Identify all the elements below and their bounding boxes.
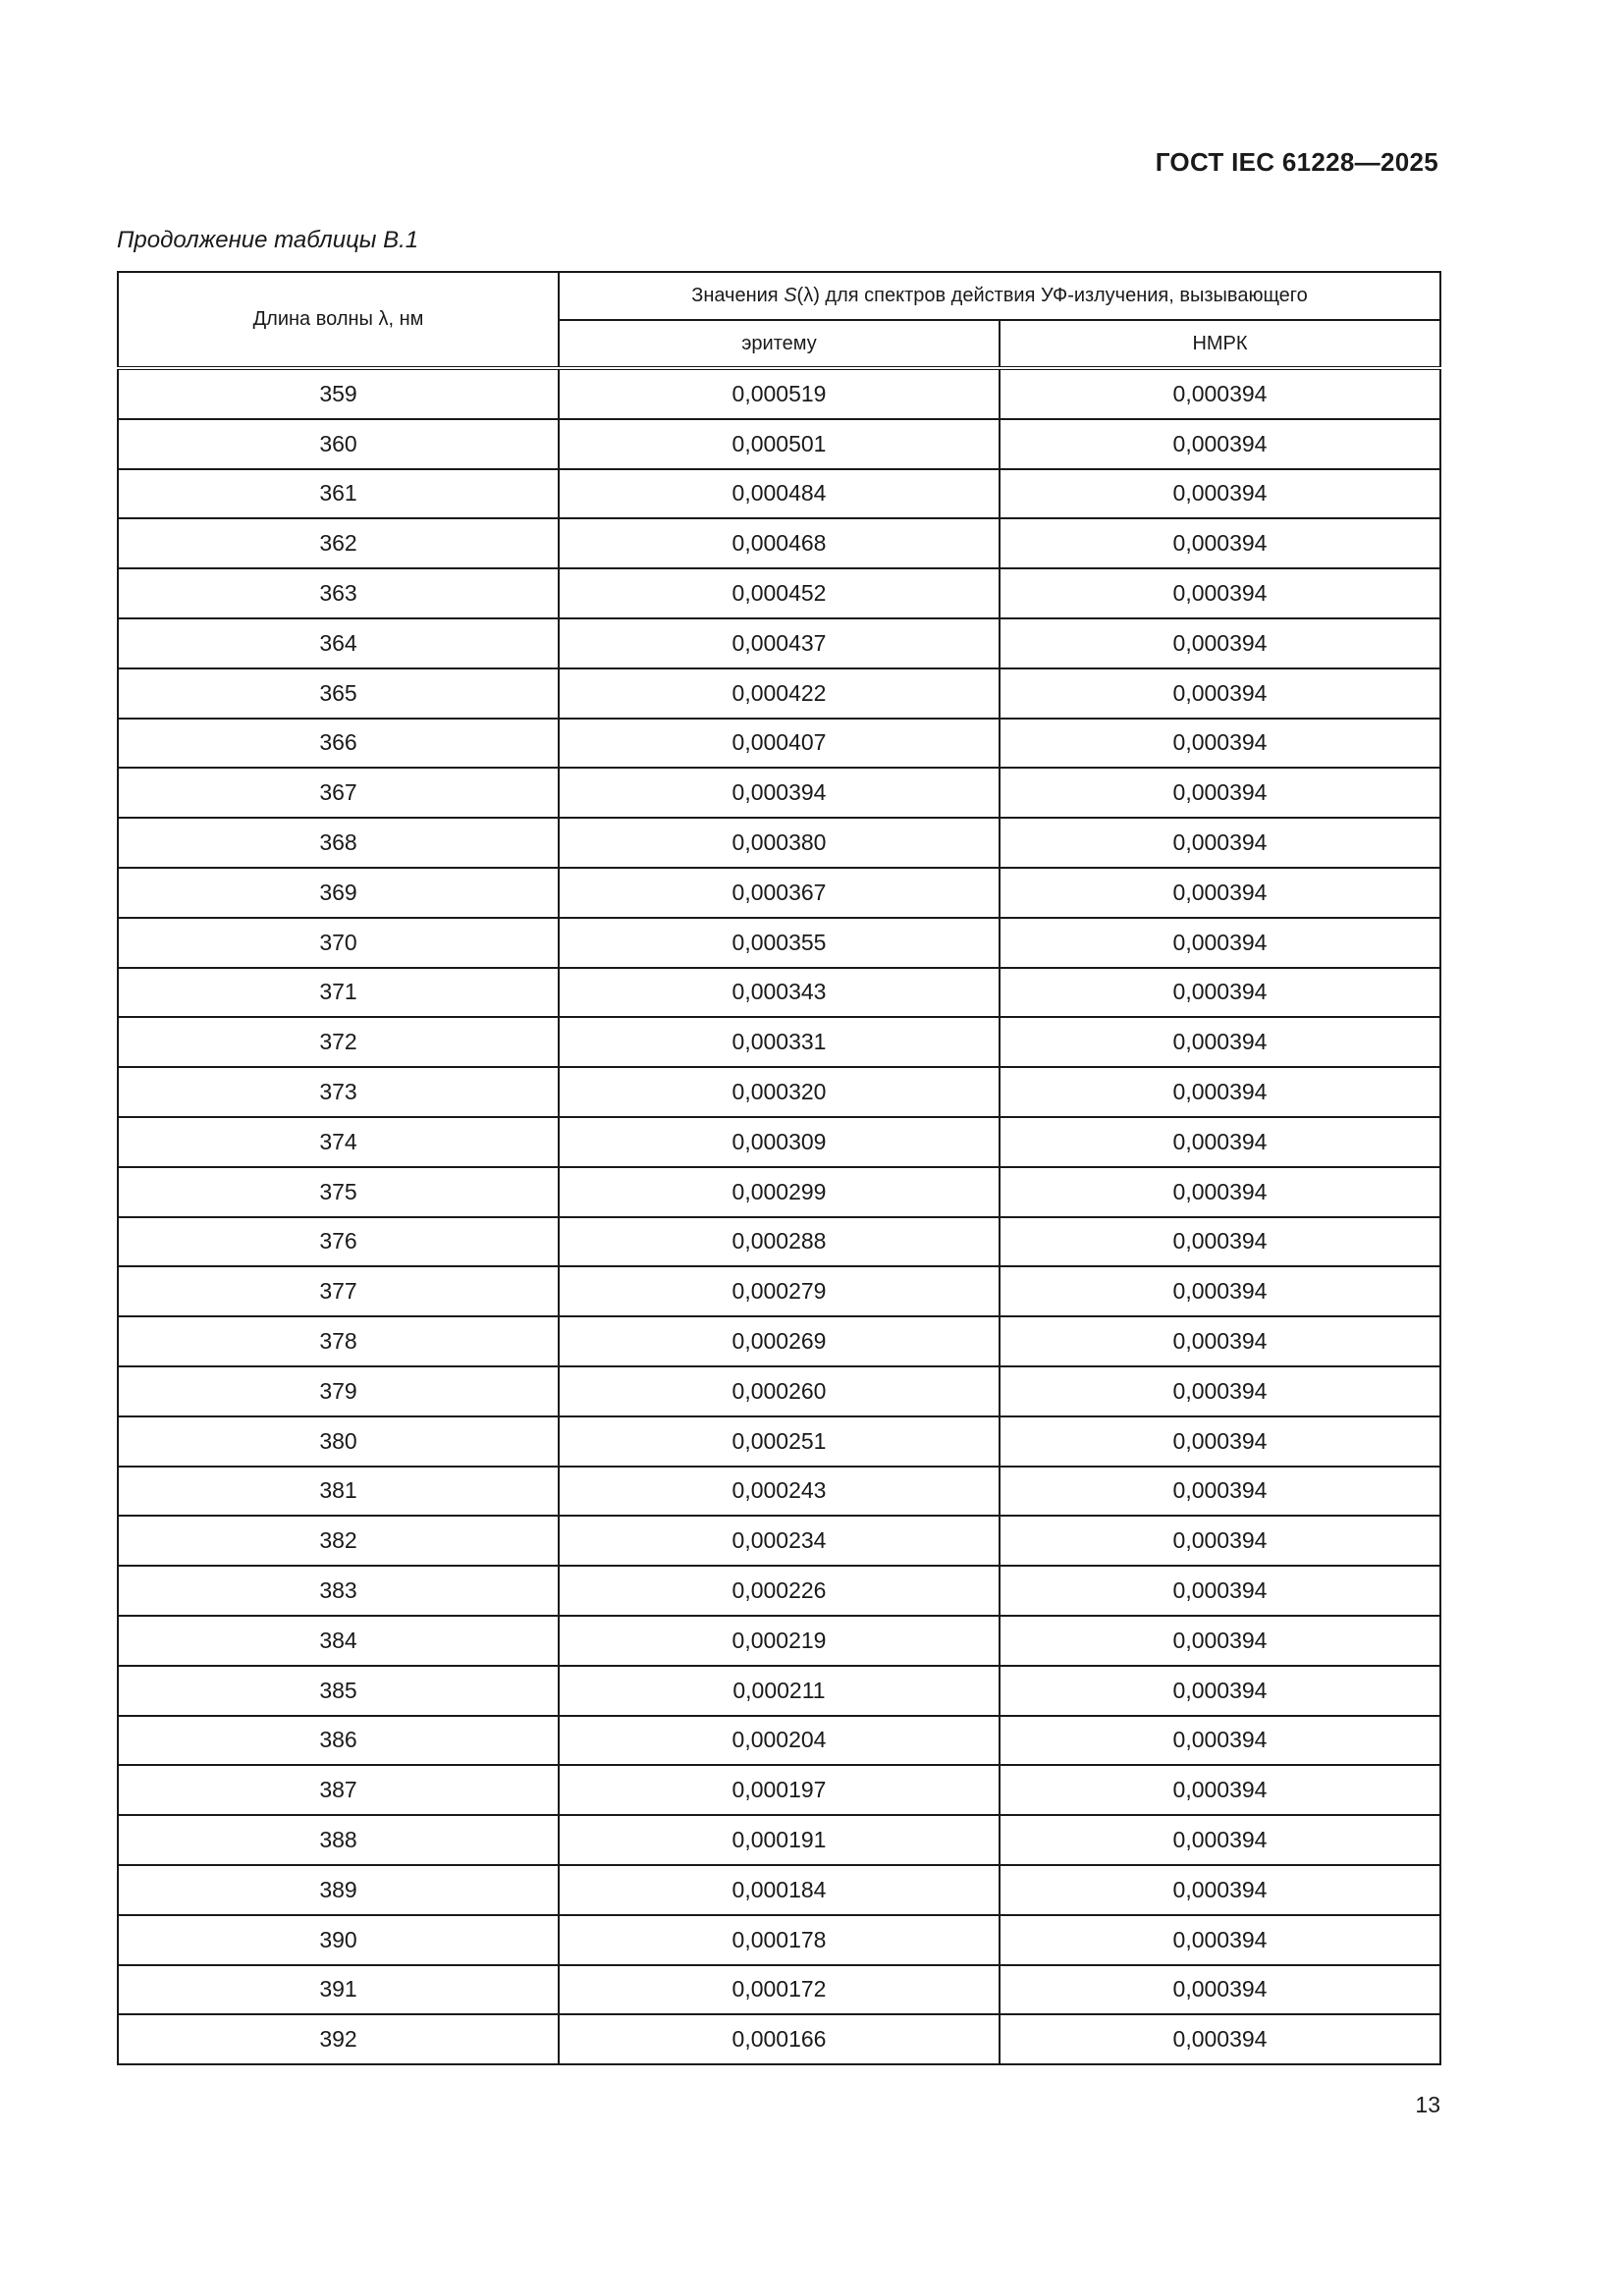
cell-wavelength: 392 xyxy=(118,2014,559,2064)
table-body xyxy=(118,368,1440,2064)
table-row xyxy=(118,768,1440,818)
document-code: ГОСТ IEC 61228—2025 xyxy=(1155,147,1438,177)
table-row xyxy=(118,1266,1440,1316)
cell-nmsc: 0,000394 xyxy=(1000,1616,1440,1666)
cell-wavelength: 388 xyxy=(118,1815,559,1865)
group-header-prefix: Значения xyxy=(691,285,785,306)
column-header-nmsc: НМРК xyxy=(1000,320,1440,368)
cell-nmsc: 0,000394 xyxy=(1000,1965,1440,2015)
table-row xyxy=(118,1716,1440,1766)
group-header-symbol: S xyxy=(784,285,797,306)
cell-wavelength: 364 xyxy=(118,618,559,668)
cell-nmsc: 0,000394 xyxy=(1000,1516,1440,1566)
cell-wavelength: 367 xyxy=(118,768,559,818)
table-row xyxy=(118,518,1440,568)
cell-nmsc: 0,000394 xyxy=(1000,719,1440,769)
group-header-suffix: (λ) для спектров действия УФ-излучения, вызывающего xyxy=(796,285,1308,306)
cell-erythema: 0,000299 xyxy=(559,1167,1000,1217)
cell-erythema: 0,000219 xyxy=(559,1616,1000,1666)
cell-erythema: 0,000468 xyxy=(559,518,1000,568)
cell-wavelength: 390 xyxy=(118,1915,559,1965)
cell-wavelength: 387 xyxy=(118,1765,559,1815)
table-caption: Продолжение таблицы В.1 xyxy=(117,227,419,253)
table-row xyxy=(118,1217,1440,1267)
table-row xyxy=(118,469,1440,519)
table-row xyxy=(118,1117,1440,1167)
cell-erythema: 0,000269 xyxy=(559,1316,1000,1366)
table-row xyxy=(118,1516,1440,1566)
cell-wavelength: 359 xyxy=(118,368,559,419)
table-row xyxy=(118,419,1440,469)
table-row xyxy=(118,818,1440,868)
cell-erythema: 0,000394 xyxy=(559,768,1000,818)
cell-wavelength: 369 xyxy=(118,868,559,918)
table-row xyxy=(118,2014,1440,2064)
cell-nmsc: 0,000394 xyxy=(1000,1865,1440,1915)
cell-wavelength: 385 xyxy=(118,1666,559,1716)
cell-nmsc: 0,000394 xyxy=(1000,1915,1440,1965)
cell-nmsc: 0,000394 xyxy=(1000,1266,1440,1316)
cell-erythema: 0,000484 xyxy=(559,469,1000,519)
cell-nmsc: 0,000394 xyxy=(1000,1716,1440,1766)
cell-erythema: 0,000226 xyxy=(559,1566,1000,1616)
cell-erythema: 0,000251 xyxy=(559,1416,1000,1467)
cell-wavelength: 371 xyxy=(118,968,559,1018)
cell-nmsc: 0,000394 xyxy=(1000,469,1440,519)
table-row xyxy=(118,618,1440,668)
table-row xyxy=(118,868,1440,918)
cell-erythema: 0,000320 xyxy=(559,1067,1000,1117)
cell-wavelength: 366 xyxy=(118,719,559,769)
table-row xyxy=(118,1815,1440,1865)
table-row xyxy=(118,719,1440,769)
cell-wavelength: 373 xyxy=(118,1067,559,1117)
table-row xyxy=(118,1865,1440,1915)
cell-nmsc: 0,000394 xyxy=(1000,1316,1440,1366)
cell-nmsc: 0,000394 xyxy=(1000,1067,1440,1117)
column-group-header xyxy=(559,272,1440,320)
cell-nmsc: 0,000394 xyxy=(1000,1117,1440,1167)
cell-wavelength: 362 xyxy=(118,518,559,568)
cell-wavelength: 379 xyxy=(118,1366,559,1416)
table-row xyxy=(118,1965,1440,2015)
cell-erythema: 0,000519 xyxy=(559,368,1000,419)
cell-erythema: 0,000309 xyxy=(559,1117,1000,1167)
cell-nmsc: 0,000394 xyxy=(1000,1167,1440,1217)
cell-nmsc: 0,000394 xyxy=(1000,1467,1440,1517)
cell-erythema: 0,000178 xyxy=(559,1915,1000,1965)
cell-nmsc: 0,000394 xyxy=(1000,1666,1440,1716)
cell-nmsc: 0,000394 xyxy=(1000,2014,1440,2064)
cell-wavelength: 360 xyxy=(118,419,559,469)
cell-wavelength: 386 xyxy=(118,1716,559,1766)
table-row xyxy=(118,968,1440,1018)
cell-wavelength: 389 xyxy=(118,1865,559,1915)
cell-erythema: 0,000234 xyxy=(559,1516,1000,1566)
table-header xyxy=(118,272,1440,368)
table-row xyxy=(118,1765,1440,1815)
cell-wavelength: 377 xyxy=(118,1266,559,1316)
table-row xyxy=(118,1067,1440,1117)
table-row xyxy=(118,918,1440,968)
cell-erythema: 0,000367 xyxy=(559,868,1000,918)
cell-wavelength: 391 xyxy=(118,1965,559,2015)
cell-nmsc: 0,000394 xyxy=(1000,918,1440,968)
table-row xyxy=(118,1416,1440,1467)
table-row xyxy=(118,368,1440,419)
cell-wavelength: 361 xyxy=(118,469,559,519)
cell-nmsc: 0,000394 xyxy=(1000,1416,1440,1467)
cell-nmsc: 0,000394 xyxy=(1000,868,1440,918)
cell-nmsc: 0,000394 xyxy=(1000,1217,1440,1267)
table-row xyxy=(118,1167,1440,1217)
cell-wavelength: 372 xyxy=(118,1017,559,1067)
cell-erythema: 0,000452 xyxy=(559,568,1000,618)
table-row xyxy=(118,1566,1440,1616)
cell-wavelength: 381 xyxy=(118,1467,559,1517)
cell-erythema: 0,000243 xyxy=(559,1467,1000,1517)
cell-nmsc: 0,000394 xyxy=(1000,968,1440,1018)
data-table xyxy=(117,271,1441,2065)
cell-nmsc: 0,000394 xyxy=(1000,1366,1440,1416)
cell-erythema: 0,000288 xyxy=(559,1217,1000,1267)
table-row xyxy=(118,1666,1440,1716)
table-row xyxy=(118,1915,1440,1965)
cell-erythema: 0,000279 xyxy=(559,1266,1000,1316)
cell-wavelength: 376 xyxy=(118,1217,559,1267)
cell-wavelength: 368 xyxy=(118,818,559,868)
cell-nmsc: 0,000394 xyxy=(1000,1765,1440,1815)
cell-nmsc: 0,000394 xyxy=(1000,368,1440,419)
cell-nmsc: 0,000394 xyxy=(1000,1815,1440,1865)
cell-wavelength: 365 xyxy=(118,668,559,719)
cell-erythema: 0,000437 xyxy=(559,618,1000,668)
cell-wavelength: 383 xyxy=(118,1566,559,1616)
cell-erythema: 0,000260 xyxy=(559,1366,1000,1416)
cell-wavelength: 382 xyxy=(118,1516,559,1566)
cell-nmsc: 0,000394 xyxy=(1000,1566,1440,1616)
table-row xyxy=(118,1017,1440,1067)
table-row xyxy=(118,1366,1440,1416)
cell-wavelength: 380 xyxy=(118,1416,559,1467)
cell-erythema: 0,000331 xyxy=(559,1017,1000,1067)
cell-erythema: 0,000172 xyxy=(559,1965,1000,2015)
cell-nmsc: 0,000394 xyxy=(1000,518,1440,568)
cell-erythema: 0,000184 xyxy=(559,1865,1000,1915)
table-row xyxy=(118,1316,1440,1366)
cell-erythema: 0,000380 xyxy=(559,818,1000,868)
table-row xyxy=(118,568,1440,618)
cell-wavelength: 374 xyxy=(118,1117,559,1167)
cell-nmsc: 0,000394 xyxy=(1000,618,1440,668)
column-header-erythema: эритему xyxy=(559,320,1000,368)
cell-wavelength: 384 xyxy=(118,1616,559,1666)
cell-erythema: 0,000343 xyxy=(559,968,1000,1018)
cell-nmsc: 0,000394 xyxy=(1000,1017,1440,1067)
column-header-wavelength: Длина волны λ, нм xyxy=(118,272,559,368)
cell-nmsc: 0,000394 xyxy=(1000,818,1440,868)
cell-nmsc: 0,000394 xyxy=(1000,568,1440,618)
table-row xyxy=(118,668,1440,719)
cell-erythema: 0,000355 xyxy=(559,918,1000,968)
cell-erythema: 0,000191 xyxy=(559,1815,1000,1865)
cell-erythema: 0,000166 xyxy=(559,2014,1000,2064)
cell-wavelength: 363 xyxy=(118,568,559,618)
cell-nmsc: 0,000394 xyxy=(1000,419,1440,469)
cell-erythema: 0,000197 xyxy=(559,1765,1000,1815)
cell-wavelength: 378 xyxy=(118,1316,559,1366)
cell-erythema: 0,000407 xyxy=(559,719,1000,769)
table-row xyxy=(118,1467,1440,1517)
cell-erythema: 0,000501 xyxy=(559,419,1000,469)
cell-erythema: 0,000204 xyxy=(559,1716,1000,1766)
cell-nmsc: 0,000394 xyxy=(1000,768,1440,818)
cell-wavelength: 375 xyxy=(118,1167,559,1217)
page-number: 13 xyxy=(1415,2092,1440,2117)
table-row xyxy=(118,1616,1440,1666)
cell-erythema: 0,000211 xyxy=(559,1666,1000,1716)
cell-erythema: 0,000422 xyxy=(559,668,1000,719)
cell-nmsc: 0,000394 xyxy=(1000,668,1440,719)
cell-wavelength: 370 xyxy=(118,918,559,968)
